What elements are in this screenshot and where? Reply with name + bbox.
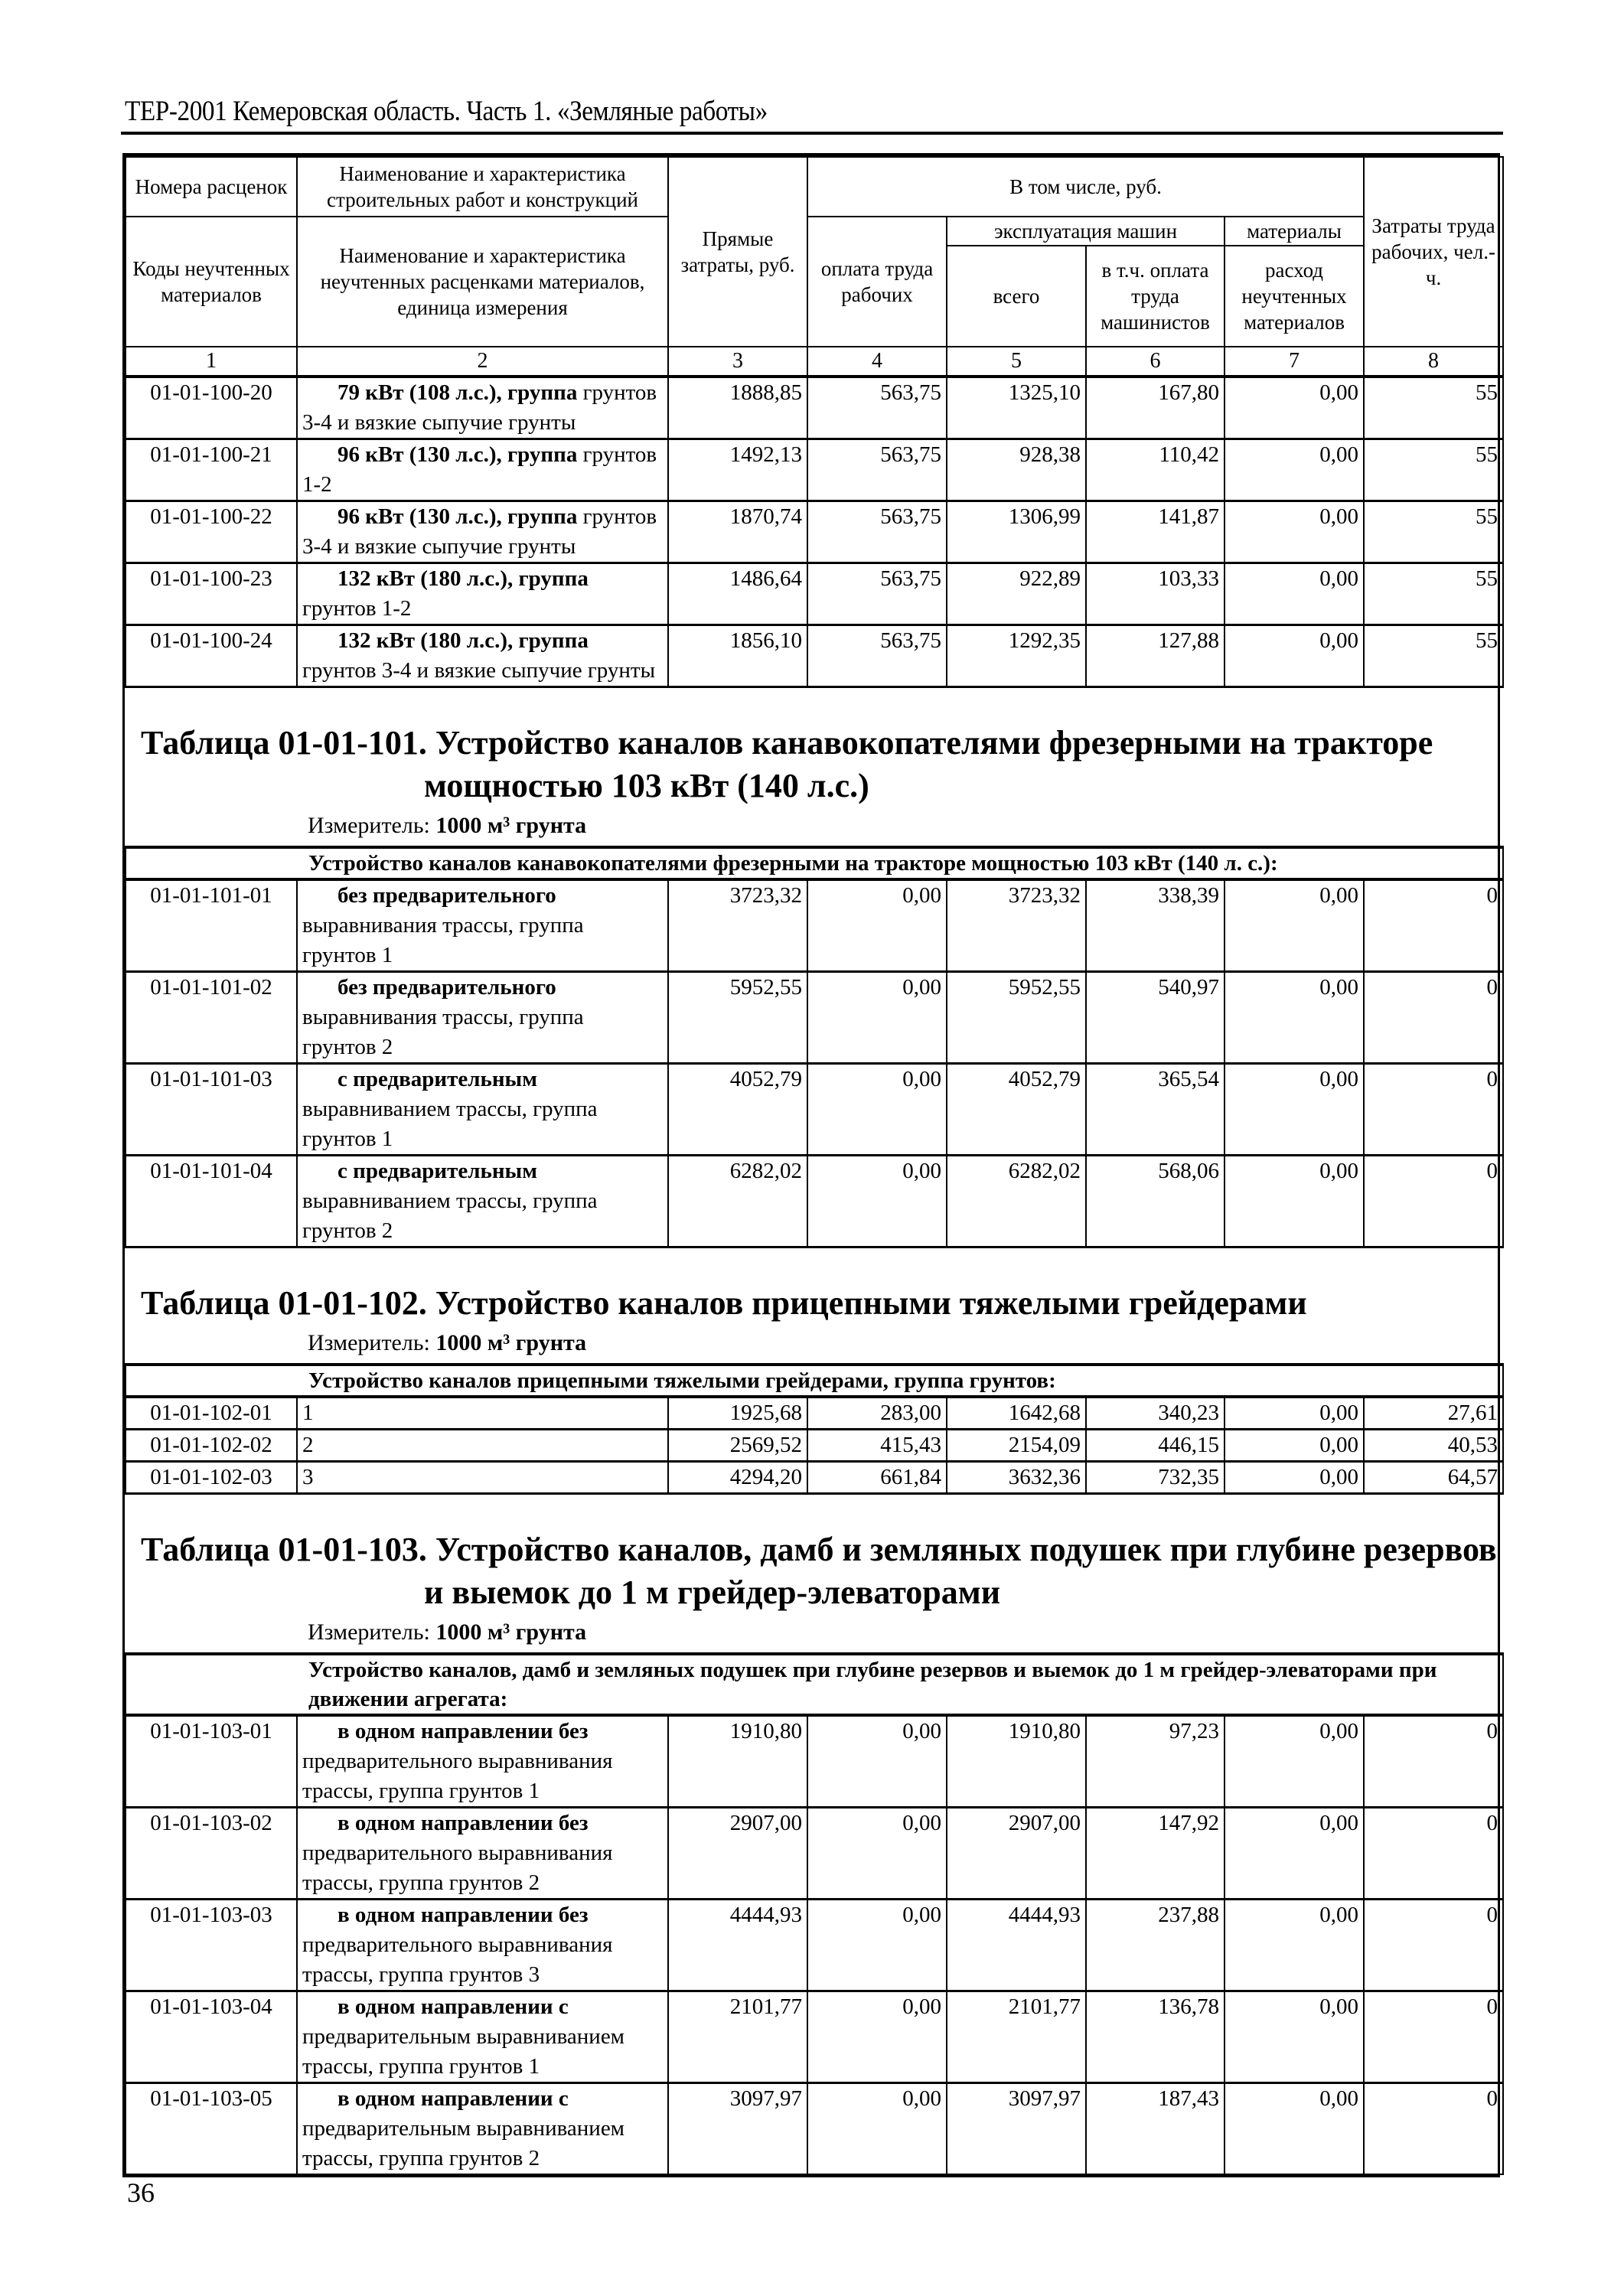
- table-title-line1: Таблица 01-01-102. Устройство каналов прицепными тяжелыми грейдерами: [141, 1284, 1307, 1322]
- materials-cost-value: 0,00: [1225, 972, 1364, 1064]
- table-body: [126, 157, 1503, 2174]
- work-description-rest: предварительного выравнивания трассы, группа грунтов 1: [302, 1749, 613, 1803]
- group-heading: Устройство каналов, дамб и земляных подушек при глубине резервов и выемок до 1 м грейдер-элеваторами при движении агрегата:: [126, 1654, 1503, 1715]
- work-description-lead: с предварительным: [338, 1159, 537, 1183]
- work-description-lead: без предварительного: [338, 975, 556, 1000]
- work-description-lead: в одном направлении без: [338, 1719, 589, 1743]
- section-cell: [126, 1247, 1503, 1365]
- rate-code: 01-01-100-23: [126, 563, 297, 625]
- column-number: 1: [126, 347, 297, 377]
- column-number: 4: [807, 347, 947, 377]
- group-heading-row: [126, 1654, 1503, 1715]
- work-description-lead: без предварительного: [338, 883, 556, 908]
- direct-costs-value: 4444,93: [668, 1900, 807, 1991]
- header-materials: материалы: [1225, 217, 1364, 246]
- labor-hours-value: 55: [1364, 377, 1503, 439]
- rate-code: 01-01-100-22: [126, 501, 297, 563]
- rate-code: 01-01-100-24: [126, 625, 297, 687]
- measure-unit-label: Измеритель:: [308, 1330, 430, 1355]
- column-numbers-row: [126, 347, 1503, 377]
- work-description-rest: грунтов 1-2: [302, 596, 412, 621]
- table-title: [126, 1495, 1503, 1614]
- worker-pay-value: 563,75: [807, 501, 947, 563]
- work-description: [297, 625, 668, 687]
- header-direct-costs: Прямые затраты, руб.: [668, 157, 807, 347]
- labor-hours-value: 0: [1364, 1064, 1503, 1156]
- machines-total-value: 1292,35: [947, 625, 1086, 687]
- direct-costs-value: 5952,55: [668, 972, 807, 1064]
- machines-total-value: 4444,93: [947, 1900, 1086, 1991]
- rate-code: 01-01-101-01: [126, 879, 297, 972]
- machines-total-value: 6282,02: [947, 1156, 1086, 1247]
- machines-total-value: 1642,68: [947, 1397, 1086, 1430]
- machinist-pay-value: 338,39: [1086, 879, 1225, 972]
- labor-hours-value: 40,53: [1364, 1430, 1503, 1462]
- work-description-lead: 132 кВт (180 л.с.), группа: [338, 566, 589, 591]
- table-row: [126, 972, 1503, 1064]
- machinist-pay-value: 136,78: [1086, 1991, 1225, 2083]
- work-description-rest: грунтов 3-4 и вязкие сыпучие грунты: [302, 380, 657, 435]
- table-row: [126, 563, 1503, 625]
- page-header: ТЕР-2001 Кемеровская область. Часть 1. «Земляные работы»: [125, 96, 768, 127]
- machinist-pay-value: 446,15: [1086, 1430, 1225, 1462]
- table-row: [126, 501, 1503, 563]
- work-description: [297, 2083, 668, 2175]
- table-row: [126, 1397, 1503, 1430]
- work-description-rest: предварительным выравниванием трассы, группа грунтов 2: [302, 2116, 625, 2170]
- work-description: [297, 1064, 668, 1156]
- machinist-pay-value: 732,35: [1086, 1462, 1225, 1494]
- work-description-lead: в одном направлении без: [338, 1903, 589, 1927]
- header-material-names: Наименование и характеристика неучтенных расценками материалов, единица измерения: [297, 217, 668, 347]
- section-cell: [126, 687, 1503, 848]
- labor-hours-value: 55: [1364, 563, 1503, 625]
- work-description: [297, 501, 668, 563]
- rate-code: 01-01-102-01: [126, 1397, 297, 1430]
- work-description: [297, 439, 668, 501]
- machines-total-value: 2154,09: [947, 1430, 1086, 1462]
- work-description-rest: 3: [302, 1465, 314, 1489]
- direct-costs-value: 1486,64: [668, 563, 807, 625]
- header-row-1: [126, 157, 1503, 217]
- group-heading: Устройство каналов канавокопателями фрезерными на тракторе мощностью 103 кВт (140 л. с.):: [126, 847, 1503, 879]
- work-description: [297, 1462, 668, 1494]
- work-description-lead: в одном направлении без: [338, 1811, 589, 1835]
- worker-pay-value: 0,00: [807, 1991, 947, 2083]
- table-row: [126, 625, 1503, 687]
- machinist-pay-value: 568,06: [1086, 1156, 1225, 1247]
- work-description-lead: 96 кВт (130 л.с.), группа: [338, 442, 578, 467]
- table-section-heading: [126, 687, 1503, 848]
- header-rule: [121, 132, 1503, 135]
- work-description: [297, 1991, 668, 2083]
- worker-pay-value: 0,00: [807, 972, 947, 1064]
- work-description: [297, 879, 668, 972]
- header-row-2: [126, 217, 1503, 246]
- table-row: [126, 377, 1503, 439]
- worker-pay-value: 0,00: [807, 1900, 947, 1991]
- materials-cost-value: 0,00: [1225, 625, 1364, 687]
- work-description-rest: предварительным выравниванием трассы, группа грунтов 1: [302, 2024, 625, 2079]
- materials-cost-value: 0,00: [1225, 2083, 1364, 2175]
- machinist-pay-value: 540,97: [1086, 972, 1225, 1064]
- group-heading-row: [126, 847, 1503, 879]
- machinist-pay-value: 103,33: [1086, 563, 1225, 625]
- materials-cost-value: 0,00: [1225, 563, 1364, 625]
- machinist-pay-value: 340,23: [1086, 1397, 1225, 1430]
- work-description: [297, 1397, 668, 1430]
- table-title-line1: Таблица 01-01-101. Устройство каналов канавокопателями фрезерными на тракторе: [141, 724, 1433, 762]
- work-description: [297, 1715, 668, 1808]
- column-number: 2: [297, 347, 668, 377]
- table-section-heading: [126, 1247, 1503, 1365]
- worker-pay-value: 415,43: [807, 1430, 947, 1462]
- work-description: [297, 563, 668, 625]
- worker-pay-value: 563,75: [807, 439, 947, 501]
- labor-hours-value: 64,57: [1364, 1462, 1503, 1494]
- labor-hours-value: 0: [1364, 879, 1503, 972]
- direct-costs-value: 1492,13: [668, 439, 807, 501]
- worker-pay-value: 0,00: [807, 1064, 947, 1156]
- header-rate-numbers: Номера расценок: [126, 157, 297, 217]
- work-description-rest: грунтов 3-4 и вязкие сыпучие грунты: [302, 658, 656, 683]
- table-title-line2: и выемок до 1 м грейдер-элеваторами: [424, 1574, 1001, 1611]
- machinist-pay-value: 187,43: [1086, 2083, 1225, 2175]
- work-description-lead: в одном направлении с: [338, 2086, 569, 2111]
- work-description-lead: 132 кВт (180 л.с.), группа: [338, 628, 589, 653]
- direct-costs-value: 2569,52: [668, 1430, 807, 1462]
- table-row: [126, 1064, 1503, 1156]
- rate-code: 01-01-100-21: [126, 439, 297, 501]
- table-row: [126, 2083, 1503, 2175]
- machinist-pay-value: 141,87: [1086, 501, 1225, 563]
- rate-code: 01-01-103-01: [126, 1715, 297, 1808]
- work-description-rest: выравниванием трассы, группа грунтов 2: [302, 1189, 598, 1243]
- rate-code: 01-01-101-03: [126, 1064, 297, 1156]
- work-description: [297, 1430, 668, 1462]
- work-description: [297, 1808, 668, 1900]
- worker-pay-value: 563,75: [807, 625, 947, 687]
- work-description-lead: с предварительным: [338, 1067, 537, 1091]
- header-labor-hours: Затраты труда рабочих, чел.-ч.: [1364, 157, 1503, 347]
- machines-total-value: 3097,97: [947, 2083, 1086, 2175]
- materials-cost-value: 0,00: [1225, 1991, 1364, 2083]
- column-number: 5: [947, 347, 1086, 377]
- work-description: [297, 972, 668, 1064]
- worker-pay-value: 0,00: [807, 1715, 947, 1808]
- header-material-codes: Коды неучтенных материалов: [126, 217, 297, 347]
- machines-total-value: 2907,00: [947, 1808, 1086, 1900]
- machines-total-value: 3632,36: [947, 1462, 1086, 1494]
- labor-hours-value: 0: [1364, 1715, 1503, 1808]
- work-description-rest: выравнивания трассы, группа грунтов 1: [302, 913, 584, 967]
- price-table: [125, 156, 1504, 2175]
- worker-pay-value: 661,84: [807, 1462, 947, 1494]
- materials-cost-value: 0,00: [1225, 879, 1364, 972]
- materials-cost-value: 0,00: [1225, 1808, 1364, 1900]
- work-description: [297, 1156, 668, 1247]
- work-description-rest: выравнивания трассы, группа грунтов 2: [302, 1005, 584, 1059]
- measure-unit: [126, 1325, 1503, 1363]
- worker-pay-value: 0,00: [807, 1156, 947, 1247]
- labor-hours-value: 0: [1364, 1156, 1503, 1247]
- direct-costs-value: 2101,77: [668, 1991, 807, 2083]
- direct-costs-value: 1925,68: [668, 1397, 807, 1430]
- machinist-pay-value: 365,54: [1086, 1064, 1225, 1156]
- column-number: 7: [1225, 347, 1364, 377]
- rate-code: 01-01-103-03: [126, 1900, 297, 1991]
- table-row: [126, 1991, 1503, 2083]
- page-number: 36: [127, 2177, 155, 2208]
- direct-costs-value: 1856,10: [668, 625, 807, 687]
- rate-code: 01-01-101-02: [126, 972, 297, 1064]
- materials-cost-value: 0,00: [1225, 439, 1364, 501]
- machinist-pay-value: 97,23: [1086, 1715, 1225, 1808]
- direct-costs-value: 6282,02: [668, 1156, 807, 1247]
- table-title: [126, 688, 1503, 807]
- work-description-rest: грунтов 3-4 и вязкие сыпучие грунты: [302, 504, 657, 559]
- section-cell: [126, 1494, 1503, 1655]
- column-number: 8: [1364, 347, 1503, 377]
- table-row: [126, 439, 1503, 501]
- rate-code: 01-01-102-02: [126, 1430, 297, 1462]
- header-work-name: Наименование и характеристика строительных работ и конструкций: [297, 157, 668, 217]
- materials-cost-value: 0,00: [1225, 1462, 1364, 1494]
- machinist-pay-value: 167,80: [1086, 377, 1225, 439]
- header-machinist-pay: в т.ч. оплата труда машинистов: [1086, 246, 1225, 347]
- machines-total-value: 922,89: [947, 563, 1086, 625]
- labor-hours-value: 27,61: [1364, 1397, 1503, 1430]
- direct-costs-value: 2907,00: [668, 1808, 807, 1900]
- worker-pay-value: 0,00: [807, 1808, 947, 1900]
- work-description-rest: выравниванием трассы, группа грунтов 1: [302, 1097, 598, 1151]
- table-title: [126, 1248, 1503, 1325]
- measure-unit: [126, 807, 1503, 846]
- table-row: [126, 1156, 1503, 1247]
- worker-pay-value: 0,00: [807, 879, 947, 972]
- materials-cost-value: 0,00: [1225, 1397, 1364, 1430]
- group-heading: Устройство каналов прицепными тяжелыми грейдерами, группа грунтов:: [126, 1365, 1503, 1397]
- table-row: [126, 1715, 1503, 1808]
- direct-costs-value: 1910,80: [668, 1715, 807, 1808]
- rate-code: 01-01-103-04: [126, 1991, 297, 2083]
- machinist-pay-value: 110,42: [1086, 439, 1225, 501]
- rate-code: 01-01-100-20: [126, 377, 297, 439]
- header-machine-operation: эксплуатация машин: [947, 217, 1225, 246]
- rate-code: 01-01-102-03: [126, 1462, 297, 1494]
- materials-cost-value: 0,00: [1225, 1715, 1364, 1808]
- work-description-rest: 2: [302, 1433, 314, 1457]
- header-unaccounted-materials: расход неучтенных материалов: [1225, 246, 1364, 347]
- table-row: [126, 1430, 1503, 1462]
- labor-hours-value: 0: [1364, 2083, 1503, 2175]
- column-number: 3: [668, 347, 807, 377]
- direct-costs-value: 3723,32: [668, 879, 807, 972]
- materials-cost-value: 0,00: [1225, 1900, 1364, 1991]
- work-description-rest: грунтов 1-2: [302, 442, 657, 497]
- measure-unit-value: 1000 м³ грунта: [435, 813, 587, 838]
- measure-unit-label: Измеритель:: [308, 813, 430, 838]
- rate-code: 01-01-103-05: [126, 2083, 297, 2175]
- work-description-rest: предварительного выравнивания трассы, группа грунтов 3: [302, 1932, 613, 1987]
- direct-costs-value: 4052,79: [668, 1064, 807, 1156]
- direct-costs-value: 4294,20: [668, 1462, 807, 1494]
- machines-total-value: 1910,80: [947, 1715, 1086, 1808]
- machines-total-value: 1325,10: [947, 377, 1086, 439]
- work-description: [297, 1900, 668, 1991]
- work-description-lead: в одном направлении с: [338, 1994, 569, 2019]
- machines-total-value: 3723,32: [947, 879, 1086, 972]
- measure-unit-label: Измеритель:: [308, 1619, 430, 1645]
- measure-unit-value: 1000 м³ грунта: [435, 1330, 587, 1355]
- materials-cost-value: 0,00: [1225, 377, 1364, 439]
- materials-cost-value: 0,00: [1225, 1430, 1364, 1462]
- machinist-pay-value: 127,88: [1086, 625, 1225, 687]
- worker-pay-value: 563,75: [807, 563, 947, 625]
- direct-costs-value: 3097,97: [668, 2083, 807, 2175]
- machines-total-value: 928,38: [947, 439, 1086, 501]
- rate-code: 01-01-101-04: [126, 1156, 297, 1247]
- machines-total-value: 4052,79: [947, 1064, 1086, 1156]
- worker-pay-value: 0,00: [807, 2083, 947, 2175]
- price-table-sheet: [122, 153, 1500, 2177]
- materials-cost-value: 0,00: [1225, 501, 1364, 563]
- measure-unit-value: 1000 м³ грунта: [435, 1619, 587, 1645]
- machinist-pay-value: 147,92: [1086, 1808, 1225, 1900]
- machinist-pay-value: 237,88: [1086, 1900, 1225, 1991]
- table-row: [126, 1462, 1503, 1494]
- header-worker-pay: оплата труда рабочих: [807, 217, 947, 347]
- machines-total-value: 1306,99: [947, 501, 1086, 563]
- labor-hours-value: 0: [1364, 1991, 1503, 2083]
- materials-cost-value: 0,00: [1225, 1064, 1364, 1156]
- worker-pay-value: 563,75: [807, 377, 947, 439]
- labor-hours-value: 55: [1364, 439, 1503, 501]
- table-row: [126, 879, 1503, 972]
- work-description: [297, 377, 668, 439]
- work-description-lead: 96 кВт (130 л.с.), группа: [338, 504, 578, 529]
- machines-total-value: 5952,55: [947, 972, 1086, 1064]
- group-heading-row: [126, 1365, 1503, 1397]
- table-row: [126, 1900, 1503, 1991]
- header-machines-total: всего: [947, 246, 1086, 347]
- work-description-rest: предварительного выравнивания трассы, группа грунтов 2: [302, 1841, 613, 1895]
- machines-total-value: 2101,77: [947, 1991, 1086, 2083]
- table-section-heading: [126, 1494, 1503, 1655]
- rate-code: 01-01-103-02: [126, 1808, 297, 1900]
- work-description-lead: 79 кВт (108 л.с.), группа: [338, 380, 578, 405]
- worker-pay-value: 283,00: [807, 1397, 947, 1430]
- table-title-line2: мощностью 103 кВт (140 л.с.): [424, 767, 869, 804]
- table-title-line1: Таблица 01-01-103. Устройство каналов, дамб и земляных подушек при глубине резервов: [141, 1531, 1497, 1568]
- header-including: В том числе, руб.: [807, 157, 1364, 217]
- labor-hours-value: 0: [1364, 972, 1503, 1064]
- column-number: 6: [1086, 347, 1225, 377]
- labor-hours-value: 55: [1364, 625, 1503, 687]
- work-description-rest: 1: [302, 1401, 314, 1425]
- table-row: [126, 1808, 1503, 1900]
- labor-hours-value: 55: [1364, 501, 1503, 563]
- labor-hours-value: 0: [1364, 1808, 1503, 1900]
- materials-cost-value: 0,00: [1225, 1156, 1364, 1247]
- measure-unit: [126, 1614, 1503, 1652]
- direct-costs-value: 1888,85: [668, 377, 807, 439]
- labor-hours-value: 0: [1364, 1900, 1503, 1991]
- direct-costs-value: 1870,74: [668, 501, 807, 563]
